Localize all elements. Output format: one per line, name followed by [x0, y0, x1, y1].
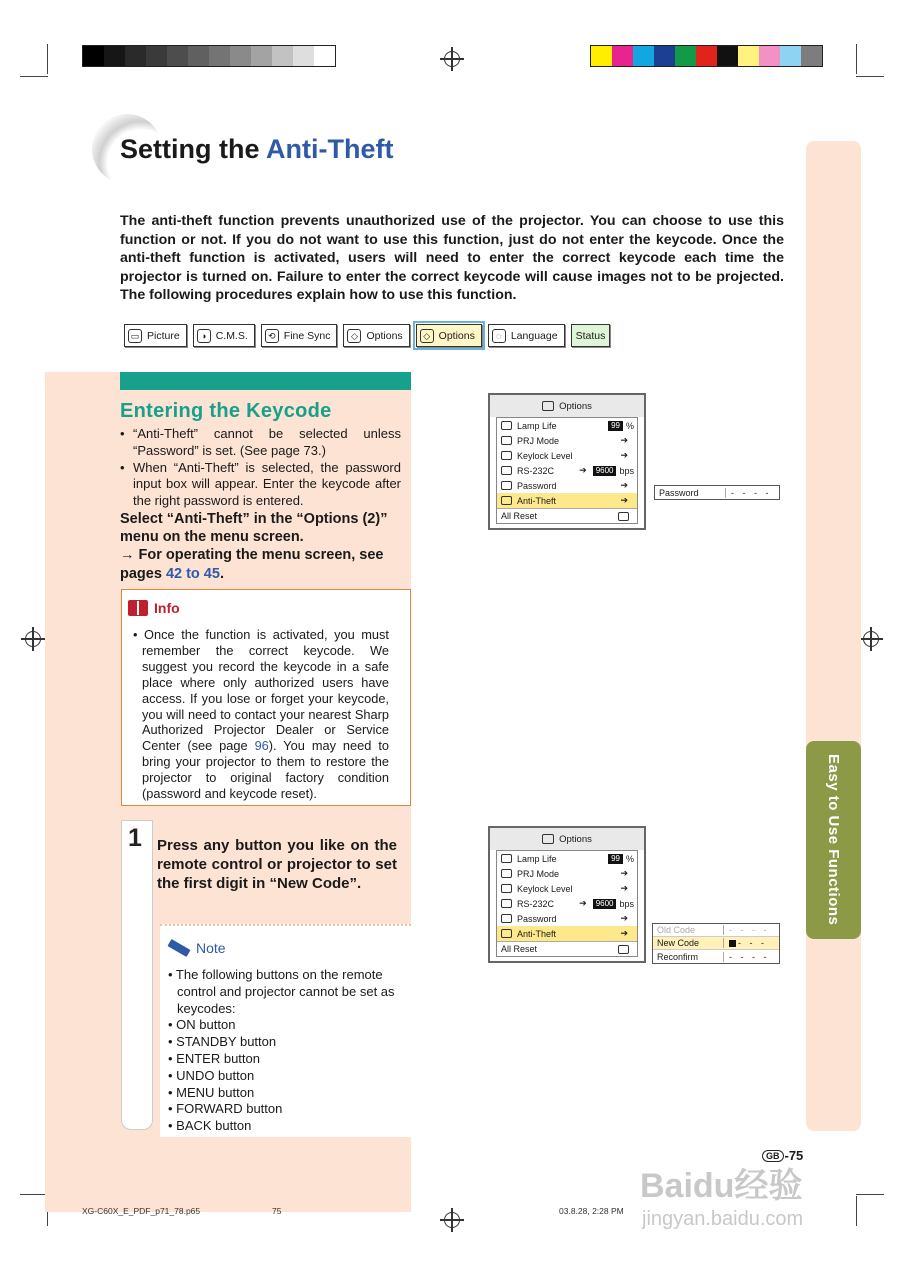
osd-row-value: 9600	[593, 899, 617, 909]
lock-icon	[501, 884, 512, 893]
bullet-item: • When “Anti-Theft” is selected, the password input box will appear. Enter the keycode after the right password is entered.	[120, 460, 401, 510]
code-label: New Code	[657, 938, 700, 948]
crop-mark	[856, 44, 857, 74]
osd-row-all-reset[interactable]	[497, 508, 637, 523]
lock-icon	[501, 451, 512, 460]
watermark	[640, 1158, 855, 1248]
options-icon: ◇	[347, 329, 361, 343]
tab-status[interactable]	[571, 324, 611, 347]
color-registration-bar	[590, 45, 823, 67]
monitor-icon	[501, 869, 512, 878]
osd-row-label: Anti-Theft	[517, 495, 557, 506]
tab-label: Language	[510, 329, 558, 342]
arrow-icon: ➔	[620, 883, 628, 893]
step-text: Press any button you like on the remote control or projector to set the first digit in “New Code”.	[157, 837, 397, 892]
osd-row-rs232c[interactable]	[497, 463, 637, 478]
note-heading	[168, 940, 226, 956]
osd-row-anti-theft[interactable]	[497, 926, 637, 941]
osd-row-password[interactable]	[497, 478, 637, 493]
note-list-item: • BACK button	[168, 1118, 252, 1134]
watermark-brand: Baidu经验	[640, 1167, 803, 1205]
info-text-b: ). You may need to bring your projector to them to restore the projector to original factory condition (password and keycode reset).	[142, 738, 389, 802]
osd-row-label: RS-232C	[517, 465, 555, 476]
enter-icon	[618, 945, 629, 954]
input-cursor	[729, 940, 736, 947]
anti-theft-icon	[501, 929, 512, 938]
note-list-item: • ENTER button	[168, 1050, 260, 1066]
instruction-text	[120, 510, 410, 583]
tab-fine-sync[interactable]	[261, 324, 338, 347]
key-icon	[501, 914, 512, 923]
osd-row-label: Anti-Theft	[517, 928, 557, 939]
osd-row-rs232c[interactable]	[497, 896, 637, 911]
osd-row-label: Lamp Life	[517, 853, 557, 864]
book-icon	[128, 600, 148, 616]
crop-mark	[20, 1194, 48, 1195]
note-list-item: • UNDO button	[168, 1067, 255, 1083]
osd-row-password[interactable]	[497, 911, 637, 926]
arrow-icon: ➔	[579, 898, 587, 908]
instruction-line-1: Select “Anti-Theft” in the “Options (2)” menu on the menu screen.	[120, 511, 388, 546]
osd-row-value: 99	[608, 421, 623, 431]
page-reference-link[interactable]: 96	[254, 738, 269, 754]
tab-label: Fine Sync	[283, 329, 331, 342]
tab-label: Picture	[147, 329, 180, 342]
registration-target-icon	[863, 631, 879, 647]
osd-row-keylock-level[interactable]	[497, 881, 637, 896]
step-number: 1	[128, 824, 142, 852]
osd-row-label: PRJ Mode	[517, 435, 560, 446]
lamp-icon	[501, 854, 512, 863]
info-text	[133, 627, 389, 802]
osd-row-keylock-level[interactable]	[497, 448, 637, 463]
region-badge: GB	[762, 1150, 784, 1162]
footer-date: 03.8.28, 2:28 PM	[559, 1206, 624, 1216]
pencil-icon	[167, 939, 190, 957]
code-label: Old Code	[657, 925, 696, 935]
note-heading-text: Note	[196, 940, 226, 956]
osd-menu-list	[496, 850, 638, 957]
cms-icon: ◑	[197, 329, 211, 343]
osd-row-unit: bps	[619, 898, 634, 909]
tab-label: Options	[438, 329, 475, 342]
osd-row-lamp-life[interactable]	[497, 851, 637, 866]
arrow-icon: ➔	[620, 450, 628, 460]
code-value: - - - -	[723, 925, 770, 935]
crop-mark	[20, 76, 48, 77]
intro-paragraph: The anti-theft function prevents unauthorized use of the projector. You can choose to use this function or not. If you do not want to use this function, just do not enter the keycode. Once the anti-theft function is activated, users will need to enter the correct keycode each time the projector is turned on. Failure to enter the correct keycode will cause images not to be projected. The following procedures explain how to use this function.	[120, 213, 784, 303]
tab-label: C.M.S.	[215, 329, 248, 342]
osd-row-label: Keylock Level	[517, 883, 573, 894]
password-value: - - - -	[725, 488, 772, 498]
osd-row-value: 9600	[593, 466, 617, 476]
osd-options-menu-2	[488, 826, 646, 963]
info-box	[121, 589, 411, 806]
registration-target-icon	[444, 1212, 460, 1228]
password-label: Password	[659, 487, 699, 498]
tab-language[interactable]	[488, 324, 565, 347]
fine-sync-icon: ⟲	[265, 329, 279, 343]
options-icon: ◇	[420, 329, 434, 343]
password-row[interactable]	[655, 486, 779, 499]
note-intro: • The following buttons on the remote control and projector cannot be set as keycodes:	[168, 967, 395, 1016]
tab-cms[interactable]	[193, 324, 255, 347]
arrow-icon: ➔	[579, 465, 587, 475]
page-reference-link[interactable]: 42 to 45	[165, 565, 220, 582]
page-title-prefix: Setting the	[120, 134, 266, 164]
osd-row-all-reset[interactable]	[497, 941, 637, 956]
serial-port-icon	[501, 899, 512, 908]
keycode-input-box	[652, 923, 780, 964]
section-heading: Entering the Keycode	[120, 400, 332, 422]
watermark-url: jingyan.baidu.com	[642, 1208, 804, 1230]
code-value-wrapper	[723, 938, 767, 948]
code-value: - - - -	[723, 952, 770, 962]
osd-row-label: PRJ Mode	[517, 868, 560, 879]
tab-label: Status	[575, 329, 606, 342]
note-list-item: • FORWARD button	[168, 1101, 283, 1117]
osd-row-unit: %	[625, 420, 634, 431]
osd-row-anti-theft[interactable]	[497, 493, 637, 508]
osd-row-unit: %	[625, 853, 634, 864]
note-list-item: • MENU button	[168, 1084, 255, 1100]
new-code-row[interactable]	[653, 937, 779, 950]
note-list-item: • STANDBY button	[168, 1034, 277, 1050]
section-header-bar	[120, 372, 411, 390]
footer-file: XG-C60X_E_PDF_p71_78.p65	[82, 1206, 201, 1216]
arrow-icon: ➔	[620, 480, 628, 490]
info-paragraph	[133, 627, 389, 802]
arrow-icon: ➔	[620, 435, 628, 445]
registration-target-icon	[444, 51, 460, 67]
instruction-line-2	[120, 546, 410, 582]
crop-mark	[856, 1196, 857, 1226]
crop-mark	[856, 1194, 884, 1195]
enter-icon	[618, 512, 629, 521]
osd-row-label: All Reset	[501, 511, 538, 521]
arrow-icon: ➔	[620, 868, 628, 878]
arrow-icon: ➔	[620, 913, 628, 923]
osd-title	[490, 395, 644, 417]
reconfirm-row[interactable]	[653, 950, 779, 963]
osd-options-menu-1	[488, 393, 646, 530]
instruction-prefix: → For operating the menu screen, see pages	[120, 547, 384, 582]
options-icon	[542, 834, 554, 844]
osd-row-label: Password	[517, 913, 557, 924]
osd-title-text: Options	[559, 833, 592, 845]
instruction-suffix: .	[219, 565, 224, 582]
old-code-row	[653, 924, 779, 937]
crop-mark	[856, 76, 884, 77]
serial-port-icon	[501, 466, 512, 475]
code-value: - - -	[738, 938, 767, 948]
page-title	[120, 134, 393, 165]
tab-label: Options	[366, 329, 403, 342]
arrow-icon: ➔	[620, 928, 628, 938]
side-tab-text: Easy to Use Functions	[825, 754, 842, 926]
code-label: Reconfirm	[657, 951, 699, 962]
page-title-highlight: Anti-Theft	[266, 134, 394, 164]
osd-row-prj-mode[interactable]	[497, 866, 637, 881]
section-bullets	[120, 426, 401, 510]
key-icon	[501, 481, 512, 490]
monitor-icon	[501, 436, 512, 445]
osd-row-lamp-life[interactable]	[497, 418, 637, 433]
info-heading-text: Info	[154, 600, 180, 616]
crop-mark	[47, 44, 48, 74]
osd-row-label: RS-232C	[517, 898, 555, 909]
grayscale-registration-bar	[82, 45, 336, 67]
registration-target-icon	[25, 631, 41, 647]
footer-page: 75	[272, 1206, 282, 1216]
tab-options-2[interactable]	[416, 324, 482, 347]
osd-title	[490, 828, 644, 850]
osd-row-label: Password	[517, 480, 557, 491]
side-tab-label	[806, 741, 861, 939]
osd-title-text: Options	[559, 400, 592, 412]
step-marker-bar	[121, 820, 153, 1130]
osd-row-label: Lamp Life	[517, 420, 557, 431]
language-icon: ◌	[492, 329, 506, 343]
info-heading	[128, 600, 180, 616]
osd-row-label: Keylock Level	[517, 450, 573, 461]
menu-tab-strip	[124, 324, 610, 347]
osd-menu-list	[496, 417, 638, 524]
osd-row-value: 99	[608, 854, 623, 864]
osd-row-unit: bps	[619, 465, 634, 476]
anti-theft-icon	[501, 496, 512, 505]
osd-row-label: All Reset	[501, 944, 538, 954]
options-icon	[542, 401, 554, 411]
page-number-text: -75	[784, 1148, 804, 1163]
lamp-icon	[501, 421, 512, 430]
tab-picture[interactable]	[124, 324, 187, 347]
bullet-item: • “Anti-Theft” cannot be selected unless “Password” is set. (See page 73.)	[120, 426, 401, 460]
note-box	[160, 924, 411, 1137]
info-text-a: • Once the function is activated, you must remember the correct keycode. We suggest you record the keycode in a safe place where only authorized users have access. If you lose or forget your keycode, you will need to contact your nearest Sharp Authorized Projector Dealer or Service Center (see page	[133, 627, 389, 754]
side-tab-background	[806, 141, 861, 1131]
note-text	[168, 967, 404, 1135]
arrow-icon: ➔	[620, 495, 628, 505]
picture-icon: ▭	[128, 329, 142, 343]
password-input-box	[654, 485, 780, 500]
tab-options-1[interactable]	[343, 324, 409, 347]
note-list-item: • ON button	[168, 1017, 236, 1033]
osd-row-prj-mode[interactable]	[497, 433, 637, 448]
